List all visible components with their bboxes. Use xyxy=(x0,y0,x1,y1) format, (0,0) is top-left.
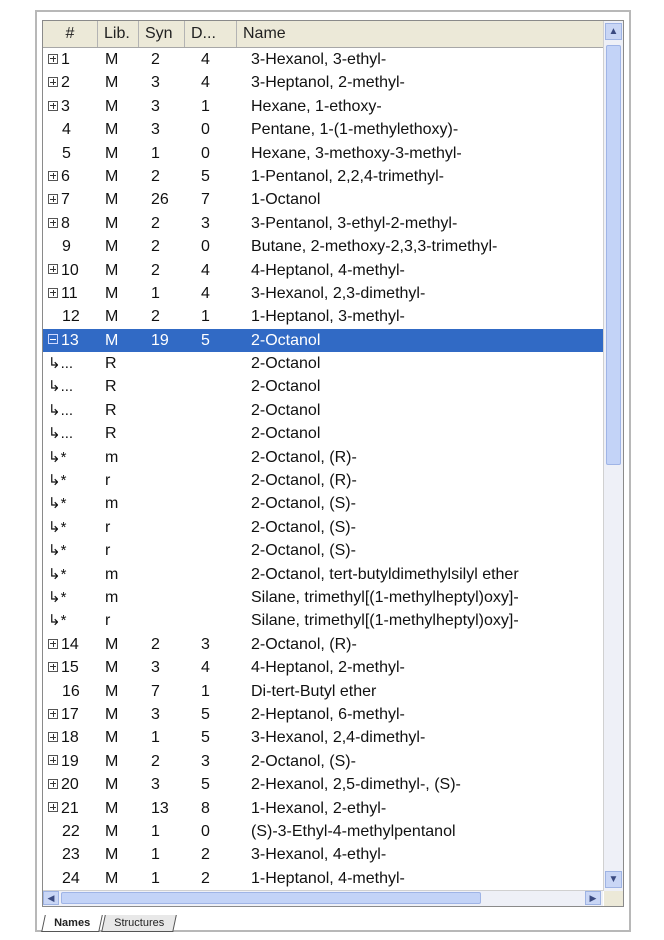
library-cell: M xyxy=(105,705,119,723)
row-number xyxy=(48,375,96,398)
synonym-count-cell: 1 xyxy=(151,144,160,162)
row-number xyxy=(48,516,96,539)
row-number xyxy=(48,329,96,352)
library-cell: r xyxy=(105,612,111,630)
list-item[interactable] xyxy=(43,212,603,235)
library-cell: R xyxy=(105,401,117,419)
list-item[interactable] xyxy=(43,633,603,656)
d-cell: 4 xyxy=(201,74,210,92)
row-number xyxy=(48,118,96,141)
row-number xyxy=(48,399,96,422)
d-cell: 3 xyxy=(201,752,210,770)
row-number-text: ↳* xyxy=(48,518,67,536)
row-number-text: ↳* xyxy=(48,612,67,630)
column-header-name[interactable]: Name xyxy=(243,25,286,42)
list-item[interactable] xyxy=(43,235,603,258)
library-cell: M xyxy=(105,846,119,864)
row-number-text: 19 xyxy=(61,752,79,770)
row-number-text: ↳* xyxy=(48,472,67,490)
row-number-text: 16 xyxy=(62,682,80,700)
row-number-text: ↳* xyxy=(48,448,67,466)
column-header-number[interactable]: # xyxy=(43,21,98,47)
compound-name-cell: 2-Heptanol, 6-methyl- xyxy=(251,705,405,723)
row-number xyxy=(48,633,96,656)
column-header-bar xyxy=(43,21,603,48)
library-cell: M xyxy=(105,682,119,700)
synonym-count-cell: 2 xyxy=(151,308,160,326)
row-number-text: ↳* xyxy=(48,565,67,583)
scroll-down-button[interactable]: ▼ xyxy=(605,871,622,888)
library-cell: M xyxy=(105,635,119,653)
d-cell: 2 xyxy=(201,846,210,864)
library-cell: M xyxy=(105,659,119,677)
expand-icon[interactable] xyxy=(48,77,58,87)
row-number-text: 15 xyxy=(61,659,79,677)
expand-icon[interactable] xyxy=(48,709,58,719)
row-number-text: 6 xyxy=(61,167,70,185)
row-number-text: ↳... xyxy=(48,355,74,373)
row-number xyxy=(48,446,96,469)
library-cell: M xyxy=(105,799,119,817)
compound-name-cell: 2-Octanol xyxy=(251,331,321,349)
d-cell: 0 xyxy=(201,121,210,139)
horizontal-scroll-thumb[interactable] xyxy=(61,892,481,904)
compound-name-cell: Pentane, 1-(1-methylethoxy)- xyxy=(251,121,459,139)
expand-icon[interactable] xyxy=(48,755,58,765)
row-number-text: 23 xyxy=(62,846,80,864)
compound-name-cell: 3-Hexanol, 2,3-dimethyl- xyxy=(251,284,426,302)
d-cell: 0 xyxy=(201,238,210,256)
row-number xyxy=(48,95,96,118)
list-item[interactable] xyxy=(43,703,603,726)
child-list-item[interactable] xyxy=(43,352,603,375)
row-number xyxy=(48,563,96,586)
list-item[interactable] xyxy=(43,329,603,352)
library-cell: M xyxy=(105,822,119,840)
d-cell: 4 xyxy=(201,284,210,302)
compound-name-cell: 3-Hexanol, 4-ethyl- xyxy=(251,846,387,864)
column-header-synonyms[interactable]: Syn xyxy=(139,21,185,47)
expand-icon[interactable] xyxy=(48,662,58,672)
d-cell: 2 xyxy=(201,869,210,887)
library-cell: M xyxy=(105,729,119,747)
library-cell: M xyxy=(105,214,119,232)
d-cell: 5 xyxy=(201,729,210,747)
d-cell: 5 xyxy=(201,167,210,185)
list-item[interactable] xyxy=(43,71,603,94)
synonym-count-cell: 2 xyxy=(151,214,160,232)
compound-name-cell: 2-Octanol, (R)- xyxy=(251,635,357,653)
row-number xyxy=(48,609,96,632)
list-item[interactable] xyxy=(43,142,603,165)
expand-icon[interactable] xyxy=(48,264,58,274)
row-number-text: 11 xyxy=(61,284,78,302)
d-cell: 0 xyxy=(201,144,210,162)
child-list-item[interactable] xyxy=(43,516,603,539)
expand-icon[interactable] xyxy=(48,639,58,649)
compound-name-cell: 2-Octanol, (S)- xyxy=(251,518,356,536)
row-number-text: 20 xyxy=(61,776,79,794)
library-cell: M xyxy=(105,144,119,162)
row-number xyxy=(48,235,96,258)
tab-structures[interactable] xyxy=(101,915,177,932)
d-cell: 0 xyxy=(201,822,210,840)
row-number-text: 17 xyxy=(61,705,79,723)
list-item[interactable] xyxy=(43,820,603,843)
row-number-text: 8 xyxy=(61,214,70,232)
list-item[interactable] xyxy=(43,656,603,679)
d-cell: 3 xyxy=(201,635,210,653)
list-item[interactable] xyxy=(43,165,603,188)
list-item[interactable] xyxy=(43,48,603,71)
library-cell: M xyxy=(105,121,119,139)
compound-name-cell: 3-Hexanol, 2,4-dimethyl- xyxy=(251,729,426,747)
library-cell: M xyxy=(105,308,119,326)
d-cell: 7 xyxy=(201,191,210,209)
synonym-count-cell: 2 xyxy=(151,635,160,653)
compound-name-cell: 2-Octanol xyxy=(251,425,321,443)
compound-list xyxy=(43,48,603,891)
library-cell: M xyxy=(105,331,119,349)
row-number xyxy=(48,282,96,305)
row-number-text: 14 xyxy=(61,635,79,653)
row-number xyxy=(48,71,96,94)
compound-name-cell: 2-Octanol, tert-butyldimethylsilyl ether xyxy=(251,565,519,583)
library-cell: M xyxy=(105,51,119,68)
list-item[interactable] xyxy=(43,726,603,749)
compound-name-cell: 3-Hexanol, 3-ethyl- xyxy=(251,51,387,68)
compound-name-cell: Hexane, 1-ethoxy- xyxy=(251,97,382,115)
row-number-text: 5 xyxy=(62,144,71,162)
list-item[interactable] xyxy=(43,773,603,796)
horizontal-scrollbar[interactable] xyxy=(43,890,603,906)
synonym-count-cell: 1 xyxy=(151,284,160,302)
synonym-count-cell: 1 xyxy=(151,869,160,887)
row-number-text: 21 xyxy=(61,799,79,817)
synonym-count-cell: 2 xyxy=(151,261,160,279)
row-number-text: 1 xyxy=(61,51,70,68)
row-number xyxy=(48,48,96,71)
expand-icon[interactable] xyxy=(48,54,58,64)
row-number-text: 18 xyxy=(61,729,79,747)
library-cell: r xyxy=(105,518,111,536)
library-cell: R xyxy=(105,378,117,396)
library-cell: m xyxy=(105,448,119,466)
list-item[interactable] xyxy=(43,188,603,211)
compound-name-cell: 2-Octanol, (S)- xyxy=(251,542,356,560)
compound-name-cell: 2-Octanol, (S)- xyxy=(251,495,356,513)
d-cell: 8 xyxy=(201,799,210,817)
child-list-item[interactable] xyxy=(43,422,603,445)
synonym-count-cell: 3 xyxy=(151,705,160,723)
library-cell: M xyxy=(105,238,119,256)
row-number xyxy=(48,750,96,773)
synonym-count-cell: 2 xyxy=(151,752,160,770)
synonym-count-cell: 3 xyxy=(151,776,160,794)
library-cell: m xyxy=(105,588,119,606)
row-number xyxy=(48,843,96,866)
library-cell: R xyxy=(105,425,117,443)
synonym-count-cell: 19 xyxy=(151,331,169,349)
list-item[interactable] xyxy=(43,305,603,328)
library-cell: M xyxy=(105,191,119,209)
synonym-count-cell: 1 xyxy=(151,822,160,840)
compound-name-cell: 4-Heptanol, 4-methyl- xyxy=(251,261,405,279)
library-cell: M xyxy=(105,167,119,185)
results-window xyxy=(35,10,631,932)
child-list-item[interactable] xyxy=(43,563,603,586)
child-list-item[interactable] xyxy=(43,375,603,398)
row-number xyxy=(48,797,96,820)
expand-icon[interactable] xyxy=(48,779,58,789)
scroll-up-button[interactable]: ▲ xyxy=(605,23,622,40)
row-number-text: 24 xyxy=(62,869,80,887)
list-item[interactable] xyxy=(43,118,603,141)
compound-name-cell: 2-Octanol xyxy=(251,378,321,396)
row-number xyxy=(48,656,96,679)
child-list-item[interactable] xyxy=(43,586,603,609)
compound-name-cell: 2-Octanol, (R)- xyxy=(251,448,357,466)
compound-name-cell: Hexane, 3-methoxy-3-methyl- xyxy=(251,144,462,162)
d-cell: 5 xyxy=(201,331,210,349)
d-cell: 5 xyxy=(201,705,210,723)
library-cell: M xyxy=(105,776,119,794)
synonym-count-cell: 3 xyxy=(151,121,160,139)
child-list-item[interactable] xyxy=(43,492,603,515)
row-number xyxy=(48,165,96,188)
row-number xyxy=(48,259,96,282)
library-cell: m xyxy=(105,495,119,513)
row-number-text: 3 xyxy=(61,97,70,115)
compound-name-cell: 3-Pentanol, 3-ethyl-2-methyl- xyxy=(251,214,458,232)
row-number-text: 9 xyxy=(62,238,71,256)
compound-name-cell: 1-Octanol xyxy=(251,191,321,209)
row-number-text: ↳* xyxy=(48,495,67,513)
expand-icon[interactable] xyxy=(48,218,58,228)
expand-icon[interactable] xyxy=(48,194,58,204)
synonym-count-cell: 13 xyxy=(151,799,169,817)
library-cell: M xyxy=(105,97,119,115)
expand-icon[interactable] xyxy=(48,802,58,812)
expand-icon[interactable] xyxy=(48,732,58,742)
row-number-text: 10 xyxy=(61,261,79,279)
synonym-count-cell: 3 xyxy=(151,97,160,115)
row-number-text: ↳... xyxy=(48,401,74,419)
compound-name-cell: Silane, trimethyl[(1-methylheptyl)oxy]- xyxy=(251,588,519,606)
list-item[interactable] xyxy=(43,750,603,773)
scrollbar-corner xyxy=(604,891,623,906)
row-number-text: ↳... xyxy=(48,425,74,443)
compound-name-cell: Butane, 2-methoxy-2,3,3-trimethyl- xyxy=(251,238,498,256)
expand-icon[interactable] xyxy=(48,101,58,111)
list-item[interactable] xyxy=(43,282,603,305)
row-number-text: ↳... xyxy=(48,378,74,396)
compound-name-cell: (S)-3-Ethyl-4-methylpentanol xyxy=(251,822,456,840)
child-list-item[interactable] xyxy=(43,469,603,492)
synonym-count-cell: 2 xyxy=(151,51,160,68)
library-cell: M xyxy=(105,74,119,92)
compound-name-cell: 2-Octanol, (S)- xyxy=(251,752,356,770)
compound-name-cell: 1-Heptanol, 4-methyl- xyxy=(251,869,405,887)
library-cell: r xyxy=(105,542,111,560)
synonym-count-cell: 2 xyxy=(151,167,160,185)
synonym-count-cell: 1 xyxy=(151,846,160,864)
tab-structures-label: Structures xyxy=(114,917,165,929)
row-number xyxy=(48,212,96,235)
row-number-text: 13 xyxy=(61,331,79,349)
d-cell: 4 xyxy=(201,659,210,677)
library-cell: r xyxy=(105,472,111,490)
d-cell: 1 xyxy=(201,682,210,700)
column-header-d[interactable]: D... xyxy=(185,21,237,47)
list-item[interactable] xyxy=(43,680,603,703)
view-tabs xyxy=(43,910,177,932)
child-list-item[interactable] xyxy=(43,446,603,469)
row-number xyxy=(48,726,96,749)
row-number xyxy=(48,820,96,843)
synonym-count-cell: 1 xyxy=(151,729,160,747)
row-number-text: 4 xyxy=(62,121,71,139)
row-number-text: 12 xyxy=(62,308,80,326)
vertical-scroll-thumb[interactable] xyxy=(606,45,621,465)
compound-name-cell: 2-Hexanol, 2,5-dimethyl-, (S)- xyxy=(251,776,461,794)
row-number xyxy=(48,305,96,328)
row-number xyxy=(48,492,96,515)
scroll-right-button[interactable]: ▶ xyxy=(585,891,601,905)
d-cell: 5 xyxy=(201,776,210,794)
list-item[interactable] xyxy=(43,95,603,118)
library-cell: m xyxy=(105,565,119,583)
column-header-library[interactable]: Lib. xyxy=(98,21,139,47)
row-number-text: ↳* xyxy=(48,588,67,606)
row-number xyxy=(48,188,96,211)
expand-icon[interactable] xyxy=(48,288,58,298)
list-item[interactable] xyxy=(43,867,603,890)
synonym-count-cell: 2 xyxy=(151,238,160,256)
compound-name-cell: Silane, trimethyl[(1-methylheptyl)oxy]- xyxy=(251,612,519,630)
synonym-count-cell: 26 xyxy=(151,191,169,209)
tab-names[interactable] xyxy=(41,915,103,932)
compound-name-cell: Di-tert-Butyl ether xyxy=(251,682,377,700)
compound-name-cell: 4-Heptanol, 2-methyl- xyxy=(251,659,405,677)
list-item[interactable] xyxy=(43,843,603,866)
tab-names-label: Names xyxy=(54,917,91,929)
row-number xyxy=(48,539,96,562)
d-cell: 1 xyxy=(201,308,210,326)
compound-name-cell: 2-Octanol xyxy=(251,355,321,373)
results-list-panel xyxy=(42,20,624,907)
row-number xyxy=(48,142,96,165)
d-cell: 1 xyxy=(201,97,210,115)
library-cell: R xyxy=(105,355,117,373)
expand-icon[interactable] xyxy=(48,171,58,181)
row-number-text: 22 xyxy=(62,822,80,840)
row-number xyxy=(48,703,96,726)
synonym-count-cell: 3 xyxy=(151,659,160,677)
row-number-text: ↳* xyxy=(48,542,67,560)
d-cell: 3 xyxy=(201,214,210,232)
d-cell: 4 xyxy=(201,51,210,68)
collapse-icon[interactable] xyxy=(48,334,58,344)
row-number xyxy=(48,680,96,703)
d-cell: 4 xyxy=(201,261,210,279)
compound-name-cell: 2-Octanol xyxy=(251,401,321,419)
synonym-count-cell: 3 xyxy=(151,74,160,92)
scroll-left-button[interactable]: ◀ xyxy=(43,891,59,905)
list-item[interactable] xyxy=(43,259,603,282)
list-item[interactable] xyxy=(43,797,603,820)
row-number xyxy=(48,422,96,445)
library-cell: M xyxy=(105,869,119,887)
compound-name-cell: 2-Octanol, (R)- xyxy=(251,472,357,490)
compound-name-cell: 1-Heptanol, 3-methyl- xyxy=(251,308,405,326)
row-number xyxy=(48,867,96,890)
library-cell: M xyxy=(105,752,119,770)
row-number-text: 2 xyxy=(61,74,70,92)
synonym-count-cell: 7 xyxy=(151,682,160,700)
row-number xyxy=(48,352,96,375)
library-cell: M xyxy=(105,261,119,279)
library-cell: M xyxy=(105,284,119,302)
vertical-scrollbar[interactable] xyxy=(603,21,623,891)
compound-name-cell: 3-Heptanol, 2-methyl- xyxy=(251,74,405,92)
child-list-item[interactable] xyxy=(43,399,603,422)
child-list-item[interactable] xyxy=(43,539,603,562)
row-number xyxy=(48,773,96,796)
row-number xyxy=(48,586,96,609)
row-number-text: 7 xyxy=(61,191,70,209)
compound-name-cell: 1-Hexanol, 2-ethyl- xyxy=(251,799,387,817)
compound-name-cell: 1-Pentanol, 2,2,4-trimethyl- xyxy=(251,167,444,185)
child-list-item[interactable] xyxy=(43,609,603,632)
row-number xyxy=(48,469,96,492)
